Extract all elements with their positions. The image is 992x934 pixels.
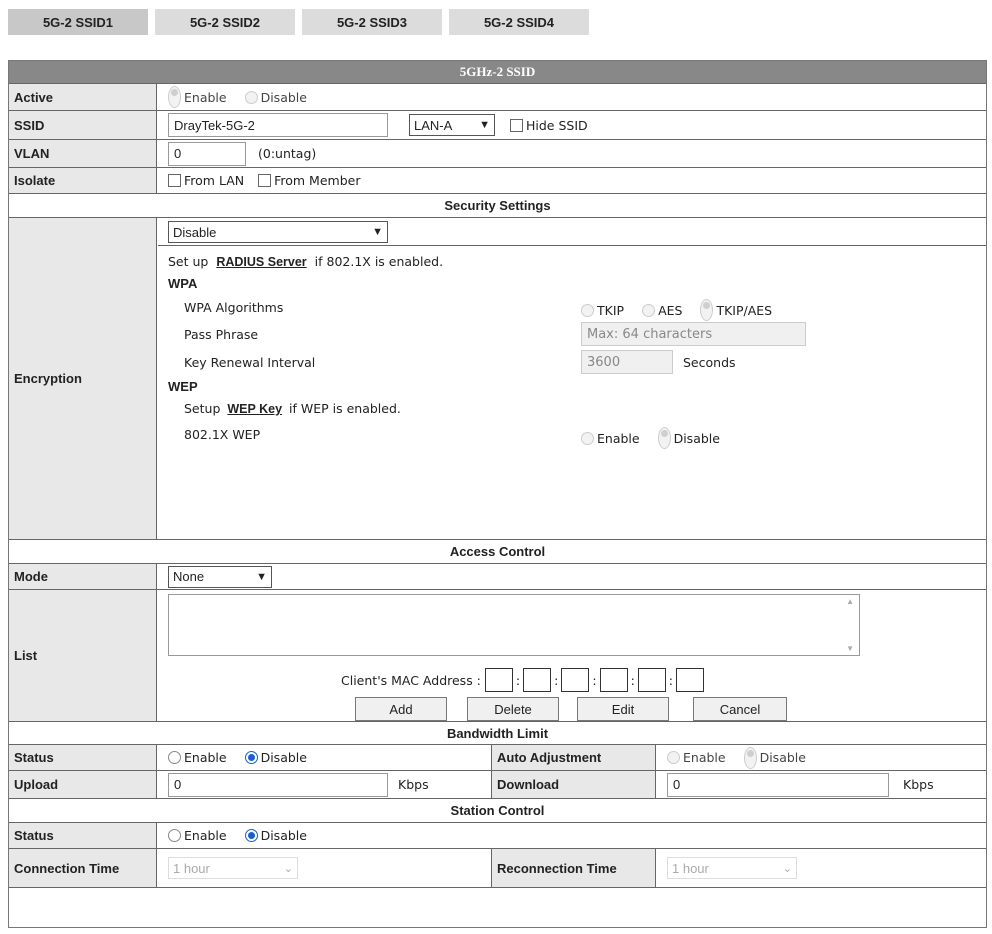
bandwidth-status-row	[9, 745, 986, 771]
reconnection-time-label: Reconnection Time	[491, 849, 656, 887]
station-status-label: Status	[9, 823, 157, 848]
connection-time-row	[9, 849, 986, 929]
key-renewal-label: Key Renewal Interval	[184, 355, 316, 370]
wep-8021x-disable-radio[interactable]: Disable	[658, 427, 720, 449]
isolate-row	[9, 168, 986, 194]
ssid-tabs	[8, 9, 596, 35]
encryption-mode-select[interactable]: Disable ▼	[168, 221, 388, 243]
encryption-row	[9, 218, 986, 540]
hide-ssid-checkbox[interactable]: Hide SSID	[510, 118, 588, 133]
active-row	[9, 84, 986, 111]
station-status-row	[9, 823, 986, 849]
connection-time-label: Connection Time	[9, 849, 157, 887]
wpa-heading: WPA	[168, 276, 198, 291]
add-button[interactable]: Add	[355, 697, 447, 721]
active-label: Active	[9, 84, 157, 110]
mac-octet-2[interactable]	[523, 668, 551, 692]
mode-row	[9, 564, 986, 590]
bandwidth-enable-radio[interactable]: Enable	[168, 750, 227, 765]
wep-key-link[interactable]: WEP Key	[227, 402, 283, 416]
mac-octet-4[interactable]	[600, 668, 628, 692]
wpa-tkip-radio[interactable]: TKIP	[581, 299, 624, 321]
encryption-label: Encryption	[9, 218, 157, 539]
wep-8021x-enable-radio[interactable]: Enable	[581, 427, 640, 449]
key-renewal-input[interactable]: 3600	[581, 350, 673, 374]
vlan-label: VLAN	[9, 140, 157, 167]
chevron-down-icon: ⌄	[782, 862, 792, 875]
ssid-label: SSID	[9, 111, 157, 139]
bandwidth-status-label: Status	[9, 745, 157, 770]
security-settings-heading: Security Settings	[9, 194, 986, 218]
mac-octet-1[interactable]	[485, 668, 513, 692]
wep-heading: WEP	[168, 379, 198, 394]
vlan-row	[9, 140, 986, 168]
download-unit: Kbps	[903, 777, 934, 792]
auto-adjust-disable-radio[interactable]: Disable	[744, 747, 806, 769]
upload-input[interactable]: 0	[168, 773, 388, 797]
pass-phrase-label: Pass Phrase	[184, 327, 259, 342]
mac-address-label: Client's MAC Address :	[341, 672, 481, 688]
access-control-heading: Access Control	[9, 540, 986, 564]
auto-adjust-enable-radio[interactable]: Enable	[667, 750, 726, 765]
wpa-algorithms-label: WPA Algorithms	[184, 300, 284, 315]
pass-phrase-input[interactable]: Max: 64 characters	[581, 322, 806, 346]
active-enable-radio[interactable]: Enable	[168, 86, 227, 108]
isolate-from-lan-checkbox[interactable]: From LAN	[168, 173, 244, 188]
tab-ssid2[interactable]: 5G-2 SSID2	[155, 9, 295, 35]
access-mode-select[interactable]: None ▼	[168, 566, 272, 588]
edit-button[interactable]: Edit	[577, 697, 669, 721]
upload-label: Upload	[9, 771, 157, 798]
table-title: 5GHz-2 SSID	[9, 61, 986, 84]
cancel-button[interactable]: Cancel	[693, 697, 787, 721]
delete-button[interactable]: Delete	[467, 697, 559, 721]
isolate-label: Isolate	[9, 168, 157, 193]
mac-octet-3[interactable]	[561, 668, 589, 692]
upload-unit: Kbps	[398, 777, 429, 792]
tab-ssid4[interactable]: 5G-2 SSID4	[449, 9, 589, 35]
radius-server-link[interactable]: RADIUS Server	[216, 255, 307, 269]
wep-8021x-label: 802.1X WEP	[184, 427, 261, 442]
key-renewal-unit: Seconds	[683, 355, 736, 370]
chevron-down-icon: ▼	[479, 119, 490, 131]
tab-ssid1[interactable]: 5G-2 SSID1	[8, 9, 148, 35]
reconnection-time-select[interactable]: 1 hour ⌄	[667, 857, 797, 879]
ssid-input[interactable]: DrayTek-5G-2	[168, 113, 388, 137]
ssid-row	[9, 111, 986, 140]
mode-label: Mode	[9, 564, 157, 589]
bandwidth-disable-radio[interactable]: Disable	[245, 750, 307, 765]
mac-list-textarea[interactable]	[168, 594, 860, 656]
bandwidth-limit-heading: Bandwidth Limit	[9, 722, 986, 745]
vlan-hint: (0:untag)	[258, 146, 317, 161]
download-label: Download	[491, 771, 656, 798]
station-disable-radio[interactable]: Disable	[245, 828, 307, 843]
list-row: List ▲ ▼ Client's MAC Address : : : : : : Add Delete Edit Cancel	[9, 590, 986, 722]
tab-ssid3[interactable]: 5G-2 SSID3	[302, 9, 442, 35]
active-disable-radio[interactable]: Disable	[245, 90, 307, 105]
vlan-input[interactable]: 0	[168, 142, 246, 166]
download-input[interactable]: 0	[667, 773, 889, 797]
chevron-down-icon: ⌄	[283, 862, 293, 875]
lan-select[interactable]: LAN-A ▼	[409, 114, 495, 136]
upload-download-row	[9, 771, 986, 799]
station-enable-radio[interactable]: Enable	[168, 828, 227, 843]
list-label: List	[9, 590, 157, 721]
ssid-settings-table	[8, 60, 987, 928]
connection-time-select[interactable]: 1 hour ⌄	[168, 857, 298, 879]
auto-adjustment-label: Auto Adjustment	[491, 745, 656, 770]
mac-octet-6[interactable]	[676, 668, 704, 692]
wpa-aes-radio[interactable]: AES	[642, 299, 682, 321]
isolate-from-member-checkbox[interactable]: From Member	[258, 173, 360, 188]
chevron-down-icon: ▼	[372, 226, 383, 238]
scroll-up-icon[interactable]: ▲	[846, 597, 854, 606]
scroll-down-icon[interactable]: ▼	[846, 644, 854, 653]
encryption-details: Set up RADIUS Server if 802.1X is enabled. WPA WPA Algorithms TKIP AES TKIP/AES Pass Phrase Max: 64 characters Key Renewal Interval 3600 Seconds WEP Setup WEP Key if WEP is enabled. 802.1X WEP Enable Disable	[158, 246, 986, 539]
wpa-tkipaes-radio[interactable]: TKIP/AES	[700, 299, 772, 321]
station-control-heading: Station Control	[9, 799, 986, 823]
mac-octet-5[interactable]	[638, 668, 666, 692]
chevron-down-icon: ▼	[256, 570, 267, 583]
